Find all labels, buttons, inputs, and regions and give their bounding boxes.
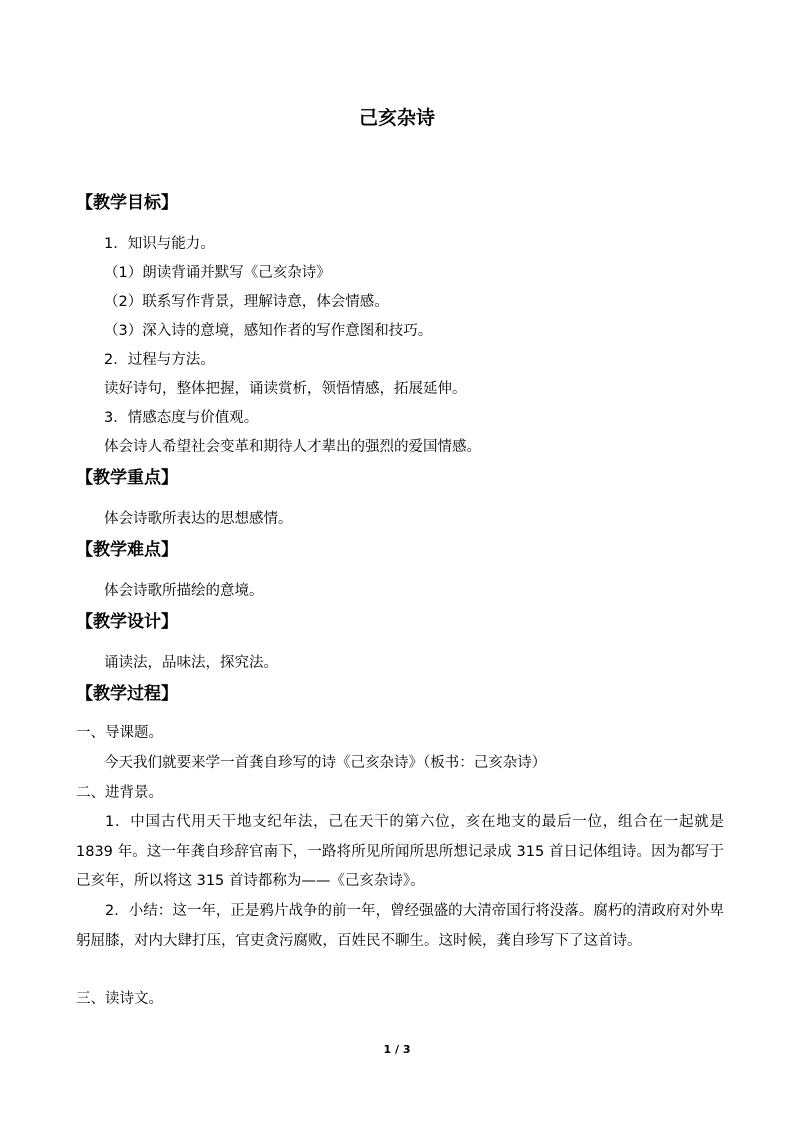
goal-item-1: 1．知识与能力。 — [104, 236, 215, 252]
heading-teaching-process: 【教学过程】 — [76, 684, 178, 704]
process-step-2: 二、进背景。 — [76, 785, 163, 801]
page-number: 1 / 3 — [383, 1043, 411, 1056]
heading-difficulties: 【教学难点】 — [76, 540, 178, 560]
goal-sub-1: （1）朗读背诵并默写《己亥杂诗》 — [104, 265, 331, 281]
heading-teaching-goals: 【教学目标】 — [76, 193, 178, 213]
process-step-1: 一、导课题。 — [76, 725, 163, 741]
background-paragraph-2: 2．小结：这一年，正是鸦片战争的前一年，曾经强盛的大清帝国行将没落。腐朽的清政府对外卑躬屈膝，对内大肆打压，官吏贪污腐败，百姓民不聊生。这时候，龚自珍写下了这首诗。 — [76, 903, 724, 949]
background-paragraph-1: 1．中国古代用天干地支纪年法，己在天干的第六位，亥在地支的最后一位，组合在一起就是 1839 年。这一年龚自珍辞官南下，一路将所见所闻所思所想记录成 315 首日记体组诗。因为都写于己亥年，所以将这 315 首诗都称为——《己亥杂诗》。 — [76, 814, 724, 889]
goal-sub-3: （3）深入诗的意境，感知作者的写作意图和技巧。 — [104, 323, 433, 339]
goal-item-2: 2．过程与方法。 — [104, 352, 215, 368]
heading-key-points: 【教学重点】 — [76, 468, 178, 488]
goal-sub-2: （2）联系写作背景，理解诗意，体会情感。 — [104, 294, 389, 310]
document-title: 己亥杂诗 — [358, 107, 435, 129]
goal-item-3: 3．情感态度与价值观。 — [104, 410, 259, 426]
difficulties-text: 体会诗歌所描绘的意境。 — [104, 583, 264, 599]
process-step-3: 三、读诗文。 — [76, 991, 163, 1007]
goal-item-2-text: 读好诗句，整体把握，诵读赏析，领悟情感，拓展延伸。 — [104, 381, 467, 397]
key-points-text: 体会诗歌所表达的思想感情。 — [104, 511, 293, 527]
heading-teaching-design: 【教学设计】 — [76, 612, 178, 632]
design-text: 诵读法，品味法，探究法。 — [104, 655, 278, 671]
process-step-1-text: 今天我们就要来学一首龚自珍写的诗《己亥杂诗》（板书：己亥杂诗） — [104, 755, 547, 771]
goal-item-3-text: 体会诗人希望社会变革和期待人才辈出的强烈的爱国情感。 — [104, 439, 481, 455]
